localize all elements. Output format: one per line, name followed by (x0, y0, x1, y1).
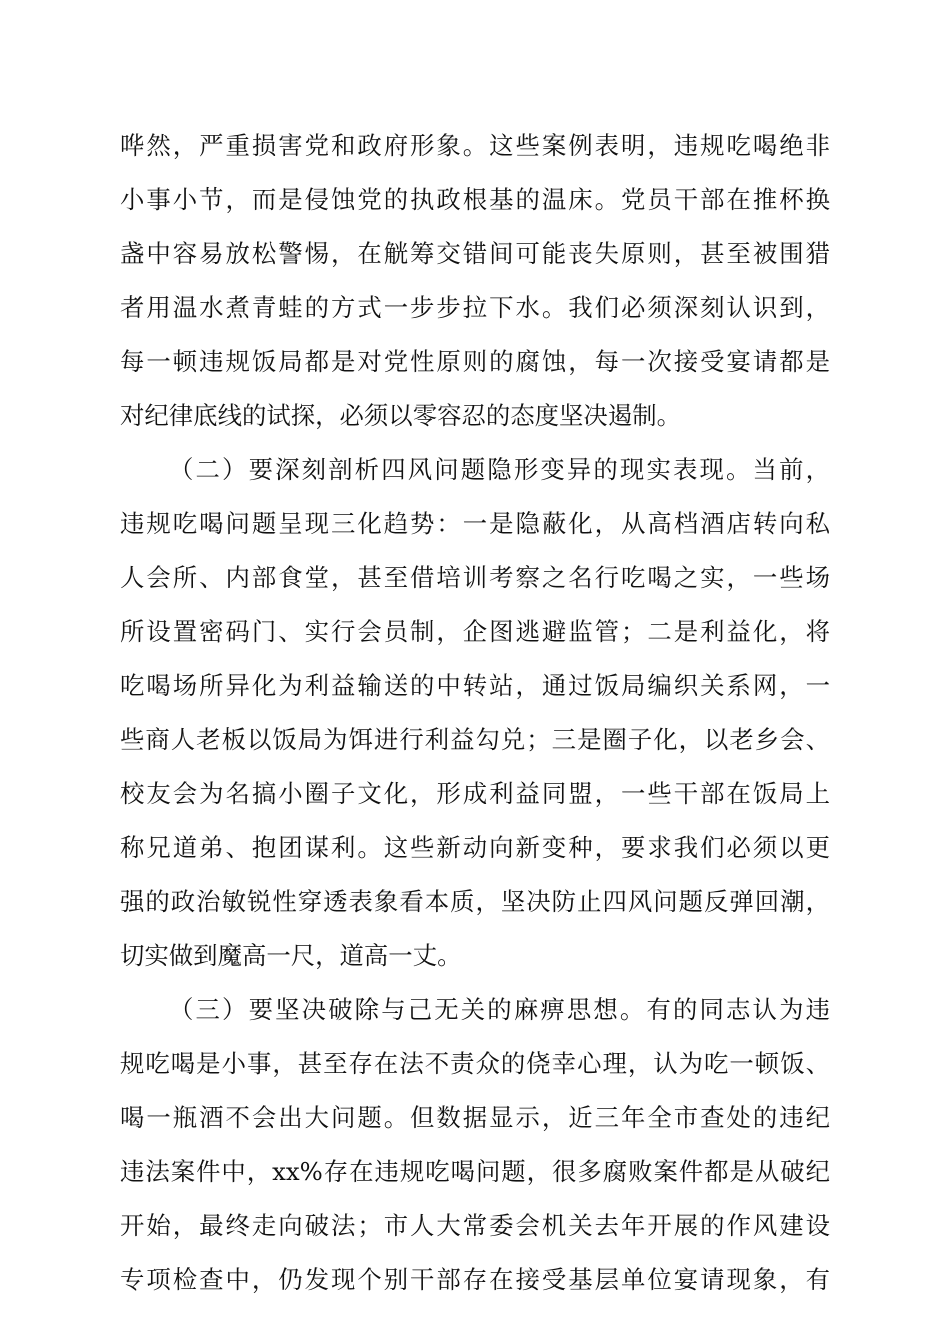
paragraph-line: 违法案件中，xx%存在违规吃喝问题，很多腐败案件都是从破纪 (120, 1157, 830, 1186)
paragraph-line: 开始，最终走向破法；市人大常委会机关去年开展的作风建设 (120, 1211, 830, 1240)
paragraph-line: 校友会为名搞小圈子文化，形成利益同盟，一些干部在饭局上 (120, 779, 830, 808)
paragraph-line: 小事小节，而是侵蚀党的执政根基的温床。党员干部在推杯换 (120, 185, 830, 214)
paragraph-line: 所设置密码门、实行会员制，企图逃避监管；二是利益化，将 (120, 617, 830, 646)
paragraph-line: 违规吃喝问题呈现三化趋势：一是隐蔽化，从高档酒店转向私 (120, 509, 830, 538)
paragraph-line: 专项检查中，仍发现个别干部存在接受基层单位宴请现象，有 (120, 1265, 830, 1294)
paragraph-line: 人会所、内部食堂，甚至借培训考察之名行吃喝之实，一些场 (120, 563, 830, 592)
section-heading-line: （三）要坚决破除与己无关的麻痹思想。有的同志认为违 (169, 995, 830, 1024)
paragraph-line: 规吃喝是小事，甚至存在法不责众的侥幸心理，认为吃一顿饭、 (120, 1049, 830, 1078)
paragraph-line: 些商人老板以饭局为饵进行利益勾兑；三是圈子化，以老乡会、 (120, 725, 830, 754)
paragraph-line: 吃喝场所异化为利益输送的中转站，通过饭局编织关系网，一 (120, 671, 830, 700)
paragraph-line: 每一顿违规饭局都是对党性原则的腐蚀，每一次接受宴请都是 (120, 347, 830, 376)
paragraph-line: 切实做到魔高一尺，道高一丈。 (120, 941, 462, 970)
section-heading-line: （二）要深刻剖析四风问题隐形变异的现实表现。当前， (169, 455, 830, 484)
paragraph-line: 称兄道弟、抱团谋利。这些新动向新变种，要求我们必须以更 (120, 833, 830, 862)
paragraph-line: 喝一瓶酒不会出大问题。但数据显示，近三年全市查处的违纪 (120, 1103, 830, 1132)
paragraph-line: 对纪律底线的试探，必须以零容忍的态度坚决遏制。 (120, 401, 681, 430)
paragraph-line: 哗然，严重损害党和政府形象。这些案例表明，违规吃喝绝非 (120, 131, 830, 160)
paragraph-line: 强的政治敏锐性穿透表象看本质，坚决防止四风问题反弹回潮， (120, 887, 830, 916)
paragraph-line: 者用温水煮青蛙的方式一步步拉下水。我们必须深刻认识到， (120, 293, 830, 322)
paragraph-line: 盏中容易放松警惕，在觥筹交错间可能丧失原则，甚至被围猎 (120, 239, 830, 268)
